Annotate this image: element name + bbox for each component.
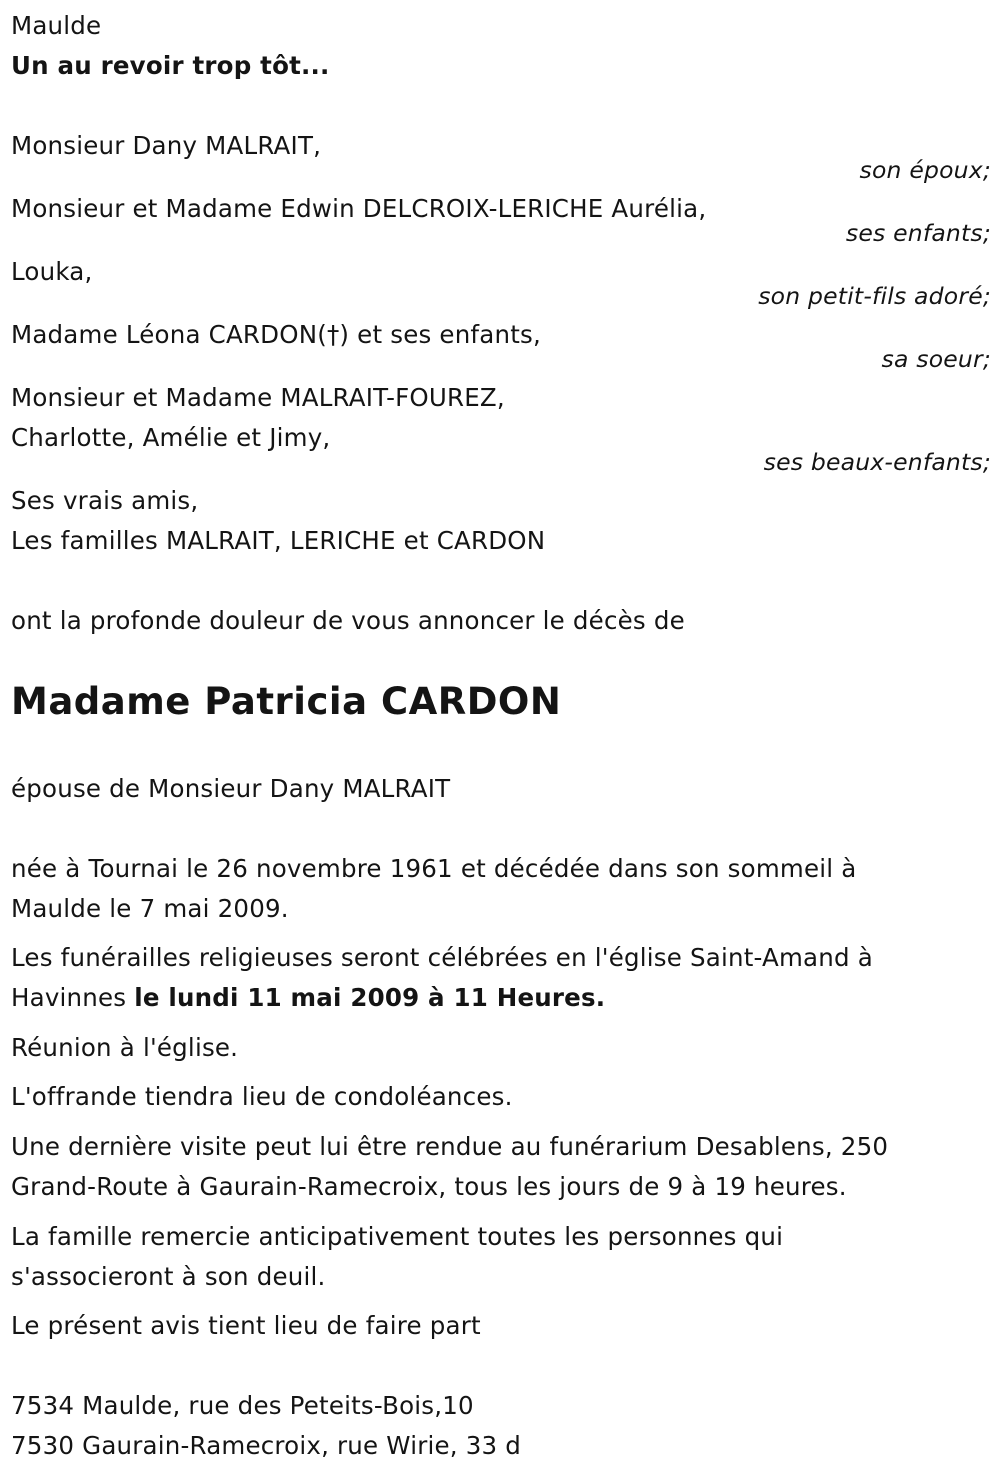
family-role-stepchildren: ses beaux-enfants;: [763, 448, 991, 476]
deceased-name: Madame Patricia CARDON: [11, 680, 562, 723]
place-name: Maulde: [11, 11, 102, 40]
family-member-stepchildren-names: Charlotte, Amélie et Jimy,: [11, 423, 331, 452]
thanks-line-2: s'associeront à son deuil.: [11, 1262, 326, 1291]
family-role-sister: sa soeur;: [881, 345, 991, 373]
thanks-line-1: La famille remercie anticipativement toutes les personnes qui: [11, 1222, 784, 1251]
funeral-line-2: [11, 983, 605, 1013]
visit-line-1: Une dernière visite peut lui être rendue au funérarium Desablens, 250: [11, 1132, 889, 1161]
family-member-families: Les familles MALRAIT, LERICHE et CARDON: [11, 526, 546, 555]
notice-line: Le présent avis tient lieu de faire part: [11, 1311, 481, 1340]
family-member-friends: Ses vrais amis,: [11, 486, 199, 515]
announcement-text: ont la profonde douleur de vous annoncer le décès de: [11, 606, 685, 635]
visit-line-2: Grand-Route à Gaurain-Ramecroix, tous les jours de 9 à 19 heures.: [11, 1172, 847, 1201]
funeral-date: le lundi 11 mai 2009 à 11 Heures.: [134, 983, 606, 1012]
address-line-1: 7534 Maulde, rue des Peteits-Bois,10: [11, 1391, 474, 1420]
family-member-sister: Madame Léona CARDON(†) et ses enfants,: [11, 320, 541, 349]
address-line-2: 7530 Gaurain-Ramecroix, rue Wirie, 33 d: [11, 1431, 522, 1460]
funeral-place: Havinnes: [11, 983, 135, 1012]
spouse-line: épouse de Monsieur Dany MALRAIT: [11, 774, 451, 803]
family-member-spouse: Monsieur Dany MALRAIT,: [11, 131, 322, 160]
family-role-children: ses enfants;: [845, 219, 991, 247]
family-role-grandson: son petit-fils adoré;: [758, 282, 991, 310]
meeting-line: Réunion à l'église.: [11, 1033, 239, 1062]
family-role-spouse: son époux;: [859, 156, 991, 184]
family-member-stepchildren: Monsieur et Madame MALRAIT-FOUREZ,: [11, 383, 505, 412]
funeral-line-1: Les funérailles religieuses seront célébrées en l'église Saint-Amand à: [11, 943, 873, 972]
family-member-children: Monsieur et Madame Edwin DELCROIX-LERICHE Aurélia,: [11, 194, 707, 223]
offering-line: L'offrande tiendra lieu de condoléances.: [11, 1082, 513, 1111]
family-member-grandson: Louka,: [11, 257, 93, 286]
birth-death-line-1: née à Tournai le 26 novembre 1961 et décédée dans son sommeil à: [11, 854, 857, 883]
tagline: Un au revoir trop tôt...: [11, 51, 330, 80]
birth-death-line-2: Maulde le 7 mai 2009.: [11, 894, 289, 923]
